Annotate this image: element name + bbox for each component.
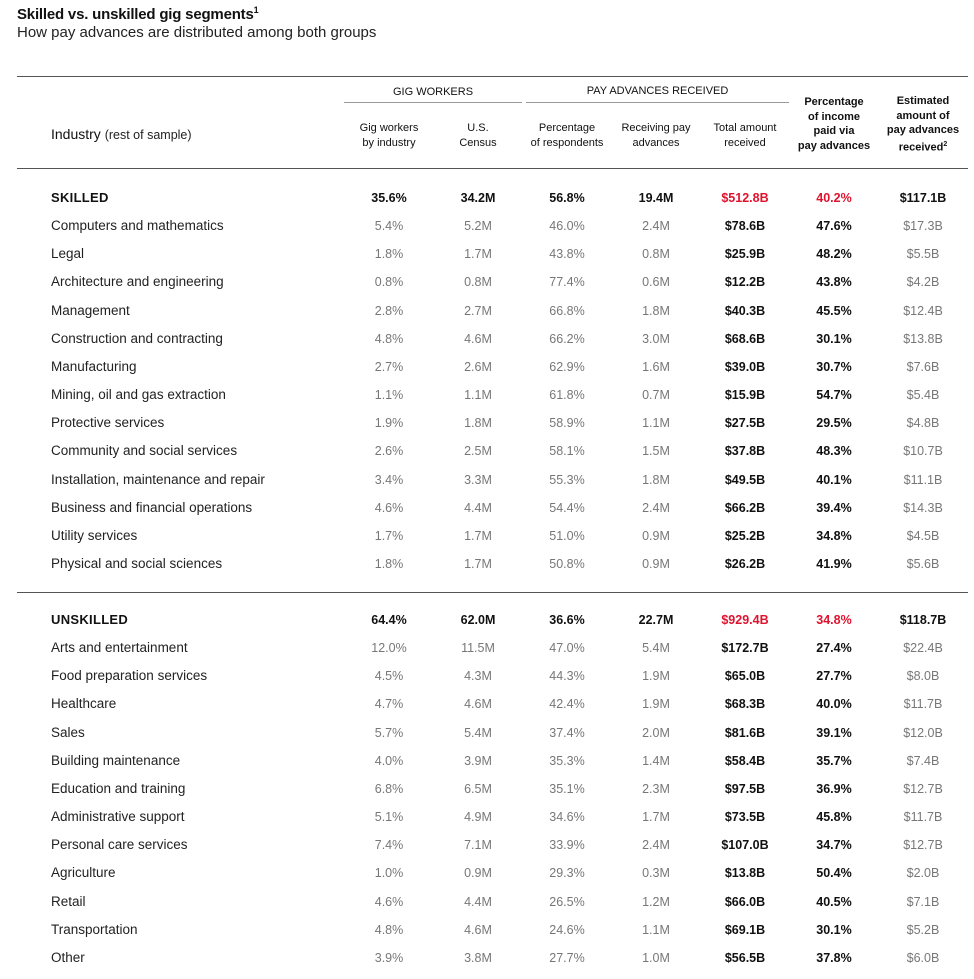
cell-receiving-pay-advances: 1.2M xyxy=(642,894,670,909)
cell-us-census: 2.7M xyxy=(464,303,492,318)
group-header-pay-advances: PAY ADVANCES RECEIVED xyxy=(586,85,729,97)
cell-gig-workers-by-industry: 1.7% xyxy=(374,528,404,543)
industry-name: Legal xyxy=(51,246,85,262)
cell-percentage-of-income: 40.0% xyxy=(816,697,852,712)
cell-total-amount-received: $49.5B xyxy=(724,472,766,487)
cell-percentage-of-income: 47.6% xyxy=(816,219,852,234)
cell-percentage-of-respondents: 29.3% xyxy=(549,866,585,881)
table-row xyxy=(0,916,974,944)
cell-percentage-of-income: 34.8% xyxy=(816,528,852,543)
cell-total-amount-received: $172.7B xyxy=(721,641,769,656)
group-underline-gig-workers xyxy=(344,102,522,103)
table-row xyxy=(0,944,974,972)
cell-gig-workers-by-industry: 5.4% xyxy=(374,219,404,234)
cell-us-census: 7.1M xyxy=(464,838,492,853)
cell-receiving-pay-advances: 2.4M xyxy=(642,500,670,515)
table-row xyxy=(0,803,974,831)
table-row xyxy=(0,268,974,296)
table-row xyxy=(0,240,974,268)
cell-gig-workers-by-industry: 2.7% xyxy=(374,359,404,374)
cell-percentage-of-respondents: 58.9% xyxy=(549,416,585,431)
table-row xyxy=(0,831,974,859)
industry-name: Transportation xyxy=(51,921,138,937)
cell-receiving-pay-advances: 2.4M xyxy=(642,219,670,234)
cell-percentage-of-income: 41.9% xyxy=(816,556,852,571)
cell-gig-workers-by-industry: 6.8% xyxy=(374,781,404,796)
cell-estimated-amount: $11.7B xyxy=(903,697,943,712)
cell-percentage-of-respondents: 56.8% xyxy=(549,191,585,205)
cell-estimated-amount: $4.2B xyxy=(906,275,940,290)
cell-receiving-pay-advances: 1.1M xyxy=(642,922,670,937)
cell-gig-workers-by-industry: 12.0% xyxy=(371,641,407,656)
col-header-percentage-of-income: Percentage of income paid via pay advances xyxy=(797,96,871,152)
cell-receiving-pay-advances: 2.4M xyxy=(642,838,670,853)
cell-total-amount-received: $15.9B xyxy=(724,388,766,403)
cell-estimated-amount: $7.6B xyxy=(906,359,940,374)
cell-percentage-of-respondents: 42.4% xyxy=(549,697,585,712)
col-header-gig-workers-by-industry: Gig workers by industry xyxy=(359,122,419,149)
cell-percentage-of-respondents: 50.8% xyxy=(549,556,585,571)
cell-percentage-of-income: 36.9% xyxy=(816,781,852,796)
table-row xyxy=(0,466,974,494)
cell-total-amount-received: $26.2B xyxy=(724,556,766,571)
table-row xyxy=(0,719,974,747)
cell-estimated-amount: $8.0B xyxy=(906,669,940,684)
industry-name: Food preparation services xyxy=(51,668,208,684)
cell-total-amount-received: $25.9B xyxy=(724,247,766,262)
cell-us-census: 11.5M xyxy=(461,641,495,656)
industry-name: Architecture and engineering xyxy=(51,274,224,290)
cell-total-amount-received: $13.8B xyxy=(724,866,766,881)
cell-us-census: 1.7M xyxy=(464,556,492,571)
cell-estimated-amount: $5.6B xyxy=(906,556,940,571)
cell-receiving-pay-advances: 1.5M xyxy=(642,444,670,459)
cell-percentage-of-respondents: 77.4% xyxy=(549,275,585,290)
industry-name: Manufacturing xyxy=(51,358,137,374)
cell-estimated-amount: $12.7B xyxy=(903,838,943,853)
cell-percentage-of-respondents: 34.6% xyxy=(549,810,585,825)
cell-total-amount-received: $66.2B xyxy=(724,500,766,515)
cell-receiving-pay-advances: 0.3M xyxy=(642,866,670,881)
cell-total-amount-received: $66.0B xyxy=(724,894,766,909)
cell-us-census: 5.4M xyxy=(464,725,492,740)
cell-percentage-of-income: 50.4% xyxy=(816,866,852,881)
cell-percentage-of-respondents: 26.5% xyxy=(549,894,585,909)
group-underline-pay-advances xyxy=(526,102,789,103)
col-header-percentage-of-respondents: Percentage of respondents xyxy=(530,122,604,149)
cell-us-census: 4.3M xyxy=(464,669,492,684)
cell-percentage-of-income: 27.4% xyxy=(816,641,852,656)
cell-us-census: 1.1M xyxy=(464,388,492,403)
table-row xyxy=(0,353,974,381)
cell-percentage-of-income: 34.7% xyxy=(816,838,852,853)
col-header-estimated-amount: Estimated amount of pay advances received$^2$ xyxy=(886,95,960,154)
cell-estimated-amount: $117.1B xyxy=(899,191,947,205)
cell-total-amount-received: $65.0B xyxy=(724,669,766,684)
cell-percentage-of-income: 39.4% xyxy=(816,500,852,515)
top-rule xyxy=(17,76,968,77)
table-row xyxy=(0,747,974,775)
industry-name: Community and social services xyxy=(51,443,238,459)
cell-us-census: 3.8M xyxy=(464,950,492,965)
cell-percentage-of-income: 30.1% xyxy=(816,331,852,346)
cell-estimated-amount: $17.3B xyxy=(903,219,943,234)
table-row xyxy=(0,212,974,240)
unskilled-total-row xyxy=(0,606,974,634)
cell-gig-workers-by-industry: 1.8% xyxy=(374,247,404,262)
cell-percentage-of-respondents: 55.3% xyxy=(549,472,585,487)
cell-receiving-pay-advances: 0.6M xyxy=(642,275,670,290)
cell-percentage-of-income: 27.7% xyxy=(816,669,852,684)
cell-estimated-amount: $7.1B xyxy=(906,894,940,909)
cell-gig-workers-by-industry: 4.6% xyxy=(374,500,404,515)
cell-percentage-of-income: 45.8% xyxy=(816,810,852,825)
cell-gig-workers-by-industry: 1.0% xyxy=(374,866,404,881)
cell-total-amount-received: $56.5B xyxy=(724,950,766,965)
section-label: UNSKILLED xyxy=(51,612,129,627)
cell-receiving-pay-advances: 1.8M xyxy=(642,472,670,487)
col-header-receiving-pay-advances: Receiving pay advances xyxy=(621,122,691,149)
cell-receiving-pay-advances: 1.8M xyxy=(642,303,670,318)
cell-receiving-pay-advances: 1.4M xyxy=(642,753,670,768)
industry-column-header: Industry (rest of sample) xyxy=(51,126,192,142)
cell-total-amount-received: $40.3B xyxy=(724,303,766,318)
cell-percentage-of-income: 37.8% xyxy=(816,950,852,965)
cell-gig-workers-by-industry: 64.4% xyxy=(371,613,407,627)
cell-percentage-of-respondents: 51.0% xyxy=(549,528,585,543)
cell-gig-workers-by-industry: 1.1% xyxy=(374,388,404,403)
skilled-total-row xyxy=(0,184,974,212)
cell-gig-workers-by-industry: 4.0% xyxy=(374,753,404,768)
cell-percentage-of-respondents: 54.4% xyxy=(549,500,585,515)
cell-percentage-of-respondents: 66.2% xyxy=(549,331,585,346)
cell-total-amount-received: $78.6B xyxy=(724,219,766,234)
cell-total-amount-received: $512.8B xyxy=(721,191,769,205)
col-header-us-census: U.S. Census xyxy=(459,122,497,149)
cell-us-census: 4.4M xyxy=(464,894,492,909)
cell-us-census: 3.9M xyxy=(464,753,492,768)
cell-receiving-pay-advances: 2.3M xyxy=(642,781,670,796)
table-row xyxy=(0,775,974,803)
chart-subtitle: How pay advances are distributed among both groups xyxy=(17,24,377,41)
cell-percentage-of-respondents: 47.0% xyxy=(549,641,585,656)
table-row xyxy=(0,409,974,437)
cell-estimated-amount: $4.8B xyxy=(906,416,940,431)
cell-receiving-pay-advances: 0.9M xyxy=(642,528,670,543)
cell-gig-workers-by-industry: 2.8% xyxy=(374,303,404,318)
industry-name: Building maintenance xyxy=(51,752,181,768)
cell-gig-workers-by-industry: 2.6% xyxy=(374,444,404,459)
cell-total-amount-received: $73.5B xyxy=(724,810,766,825)
industry-name: Utility services xyxy=(51,527,138,543)
chart-title: Skilled vs. unskilled gig segments$^1$ xyxy=(17,5,259,23)
cell-receiving-pay-advances: 1.9M xyxy=(642,669,670,684)
cell-percentage-of-income: 40.5% xyxy=(816,894,852,909)
cell-percentage-of-respondents: 33.9% xyxy=(549,838,585,853)
industry-name: Protective services xyxy=(51,415,165,431)
cell-estimated-amount: $5.5B xyxy=(906,247,940,262)
industry-name: Business and financial operations xyxy=(51,499,253,515)
cell-percentage-of-income: 30.1% xyxy=(816,922,852,937)
cell-total-amount-received: $25.2B xyxy=(724,528,766,543)
cell-percentage-of-respondents: 37.4% xyxy=(549,725,585,740)
cell-percentage-of-income: 39.1% xyxy=(816,725,852,740)
cell-us-census: 3.3M xyxy=(464,472,492,487)
cell-gig-workers-by-industry: 3.9% xyxy=(374,950,404,965)
cell-percentage-of-income: 34.8% xyxy=(816,613,852,627)
cell-estimated-amount: $12.0B xyxy=(903,725,943,740)
cell-gig-workers-by-industry: 1.8% xyxy=(374,556,404,571)
industry-name: Management xyxy=(51,302,130,318)
cell-us-census: 4.4M xyxy=(464,500,492,515)
cell-us-census: 5.2M xyxy=(464,219,492,234)
industry-name: Physical and social sciences xyxy=(51,555,223,571)
table-row xyxy=(0,494,974,522)
cell-us-census: 1.7M xyxy=(464,247,492,262)
table-row xyxy=(0,634,974,662)
cell-gig-workers-by-industry: 1.9% xyxy=(374,416,404,431)
cell-receiving-pay-advances: 0.7M xyxy=(642,388,670,403)
cell-us-census: 2.5M xyxy=(464,444,492,459)
industry-name: Mining, oil and gas extraction xyxy=(51,387,226,403)
industry-name: Administrative support xyxy=(51,809,185,825)
cell-us-census: 0.9M xyxy=(464,866,492,881)
table-row xyxy=(0,297,974,325)
cell-us-census: 4.6M xyxy=(464,331,492,346)
group-header-gig-workers: GIG WORKERS xyxy=(392,86,474,98)
cell-us-census: 4.9M xyxy=(464,810,492,825)
cell-estimated-amount: $13.8B xyxy=(903,331,943,346)
cell-estimated-amount: $12.7B xyxy=(903,781,943,796)
cell-total-amount-received: $68.3B xyxy=(724,697,766,712)
cell-receiving-pay-advances: 1.0M xyxy=(642,950,670,965)
cell-percentage-of-respondents: 58.1% xyxy=(549,444,585,459)
cell-total-amount-received: $81.6B xyxy=(724,725,766,740)
table-row xyxy=(0,381,974,409)
cell-us-census: 6.5M xyxy=(464,781,492,796)
cell-estimated-amount: $11.1B xyxy=(903,472,943,487)
cell-total-amount-received: $929.4B xyxy=(721,613,769,627)
cell-us-census: 2.6M xyxy=(464,359,492,374)
table-row xyxy=(0,325,974,353)
cell-percentage-of-respondents: 66.8% xyxy=(549,303,585,318)
industry-name: Construction and contracting xyxy=(51,330,223,346)
col-header-total-amount-received: Total amount received xyxy=(713,122,777,149)
cell-percentage-of-income: 54.7% xyxy=(816,388,852,403)
industry-name: Healthcare xyxy=(51,696,117,712)
cell-receiving-pay-advances: 19.4M xyxy=(638,191,674,205)
cell-total-amount-received: $58.4B xyxy=(724,753,766,768)
cell-receiving-pay-advances: 22.7M xyxy=(638,613,674,627)
cell-receiving-pay-advances: 1.9M xyxy=(642,697,670,712)
cell-gig-workers-by-industry: 4.7% xyxy=(374,697,404,712)
cell-total-amount-received: $107.0B xyxy=(721,838,769,853)
cell-percentage-of-income: 29.5% xyxy=(816,416,852,431)
industry-name: Personal care services xyxy=(51,837,188,853)
cell-estimated-amount: $7.4B xyxy=(906,753,940,768)
cell-estimated-amount: $5.2B xyxy=(906,922,940,937)
cell-estimated-amount: $12.4B xyxy=(903,303,943,318)
cell-gig-workers-by-industry: 0.8% xyxy=(374,275,404,290)
cell-total-amount-received: $37.8B xyxy=(724,444,766,459)
cell-estimated-amount: $6.0B xyxy=(906,950,940,965)
cell-total-amount-received: $97.5B xyxy=(724,781,766,796)
cell-us-census: 4.6M xyxy=(464,922,492,937)
table-row xyxy=(0,690,974,718)
industry-name: Sales xyxy=(51,724,85,740)
cell-gig-workers-by-industry: 5.7% xyxy=(374,725,404,740)
cell-percentage-of-income: 45.5% xyxy=(816,303,852,318)
cell-percentage-of-income: 48.3% xyxy=(816,444,852,459)
cell-gig-workers-by-industry: 3.4% xyxy=(374,472,404,487)
cell-us-census: 4.6M xyxy=(464,697,492,712)
table-row xyxy=(0,888,974,916)
cell-gig-workers-by-industry: 7.4% xyxy=(374,838,404,853)
cell-receiving-pay-advances: 5.4M xyxy=(642,641,670,656)
cell-percentage-of-respondents: 24.6% xyxy=(549,922,585,937)
industry-name: Installation, maintenance and repair xyxy=(51,471,265,487)
cell-percentage-of-respondents: 61.8% xyxy=(549,388,585,403)
industry-name: Other xyxy=(51,949,85,965)
industry-name: Computers and mathematics xyxy=(51,218,224,234)
cell-total-amount-received: $69.1B xyxy=(724,922,766,937)
cell-receiving-pay-advances: 2.0M xyxy=(642,725,670,740)
cell-percentage-of-respondents: 44.3% xyxy=(549,669,585,684)
section-divider-rule xyxy=(17,592,968,593)
industry-name: Retail xyxy=(51,893,86,909)
cell-percentage-of-income: 48.2% xyxy=(816,247,852,262)
cell-estimated-amount: $4.5B xyxy=(906,528,940,543)
table-row xyxy=(0,662,974,690)
cell-estimated-amount: $118.7B xyxy=(899,613,947,627)
cell-percentage-of-income: 35.7% xyxy=(816,753,852,768)
table-row xyxy=(0,522,974,550)
cell-estimated-amount: $2.0B xyxy=(906,866,940,881)
cell-total-amount-received: $68.6B xyxy=(724,331,766,346)
cell-us-census: 1.8M xyxy=(464,416,492,431)
cell-percentage-of-income: 30.7% xyxy=(816,359,852,374)
cell-total-amount-received: $27.5B xyxy=(724,416,766,431)
cell-percentage-of-respondents: 43.8% xyxy=(549,247,585,262)
cell-receiving-pay-advances: 1.7M xyxy=(642,810,670,825)
cell-receiving-pay-advances: 1.6M xyxy=(642,359,670,374)
table-row xyxy=(0,550,974,578)
cell-total-amount-received: $39.0B xyxy=(724,359,766,374)
cell-receiving-pay-advances: 1.1M xyxy=(642,416,670,431)
table-row xyxy=(0,437,974,465)
cell-us-census: 1.7M xyxy=(464,528,492,543)
cell-gig-workers-by-industry: 4.8% xyxy=(374,331,404,346)
cell-percentage-of-respondents: 36.6% xyxy=(549,613,585,627)
cell-receiving-pay-advances: 0.8M xyxy=(642,247,670,262)
industry-name: Arts and entertainment xyxy=(51,640,188,656)
cell-gig-workers-by-industry: 35.6% xyxy=(371,191,407,205)
cell-percentage-of-respondents: 27.7% xyxy=(549,950,585,965)
cell-estimated-amount: $5.4B xyxy=(906,388,940,403)
cell-receiving-pay-advances: 3.0M xyxy=(642,331,670,346)
cell-percentage-of-income: 40.2% xyxy=(816,191,852,205)
cell-percentage-of-respondents: 35.1% xyxy=(549,781,585,796)
industry-name: Education and training xyxy=(51,780,186,796)
cell-percentage-of-respondents: 35.3% xyxy=(549,753,585,768)
cell-estimated-amount: $10.7B xyxy=(903,444,943,459)
cell-us-census: 62.0M xyxy=(460,613,496,627)
cell-estimated-amount: $22.4B xyxy=(903,641,943,656)
cell-total-amount-received: $12.2B xyxy=(724,275,766,290)
cell-gig-workers-by-industry: 4.6% xyxy=(374,894,404,909)
cell-us-census: 0.8M xyxy=(464,275,492,290)
cell-receiving-pay-advances: 0.9M xyxy=(642,556,670,571)
cell-gig-workers-by-industry: 4.5% xyxy=(374,669,404,684)
table-row xyxy=(0,859,974,887)
cell-estimated-amount: $11.7B xyxy=(903,810,943,825)
cell-percentage-of-income: 43.8% xyxy=(816,275,852,290)
cell-us-census: 34.2M xyxy=(460,191,496,205)
section-label: SKILLED xyxy=(51,190,109,205)
cell-gig-workers-by-industry: 5.1% xyxy=(374,810,404,825)
cell-percentage-of-respondents: 46.0% xyxy=(549,219,585,234)
header-bottom-rule xyxy=(17,168,968,169)
industry-name: Agriculture xyxy=(51,865,116,881)
cell-percentage-of-income: 40.1% xyxy=(816,472,852,487)
cell-estimated-amount: $14.3B xyxy=(903,500,943,515)
cell-percentage-of-respondents: 62.9% xyxy=(549,359,585,374)
cell-gig-workers-by-industry: 4.8% xyxy=(374,922,404,937)
